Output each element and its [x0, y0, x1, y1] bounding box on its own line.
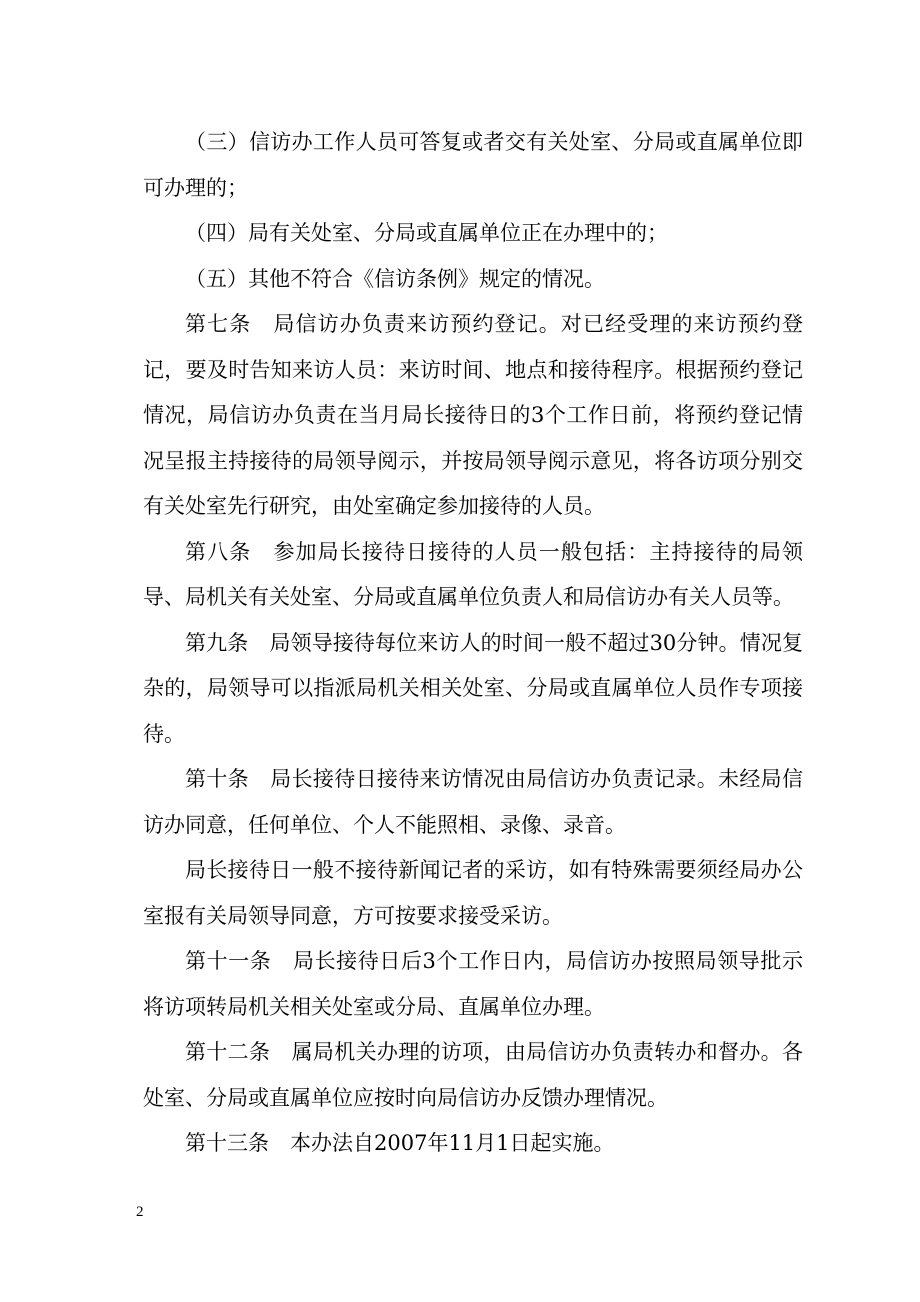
article-13: 第十三条 本办法自2007年11月1日起实施。 [185, 1131, 615, 1155]
article-9: 第九条 局领导接待每位来访人的时间一般不超过30分钟。情况复杂的，局领导可以指派局机关相关处室、分局或直属单位人员作专项接待。 [143, 630, 803, 746]
article-8: 第八条 参加局长接待日接待的人员一般包括：主持接待的局领导、局机关有关处室、分局或直属单位负责人和局信访办有关人员等。 [143, 539, 803, 609]
article-10-supplement: 局长接待日一般不接待新闻记者的采访，如有特殊需要须经局办公室报有关局领导同意，方可按要求接受采访。 [143, 858, 803, 928]
paragraph-item-5: （五）其他不符合《信访条例》规定的情况。 [185, 266, 605, 291]
article-7: 第七条 局信访办负责来访预约登记。对已经受理的来访预约登记，要及时告知来访人员：来访时间、地点和接待程序。根据预约登记情况，局信访办负责在当月局长接待日的3个工作日前，将预约登记情况呈报主持接待的局领导阅示，并按局领导阅示意见，将各访项分别交有关处室先行研究，由处室确定参加接待的人员。 [143, 312, 803, 518]
paragraph-item-4: （四）局有关处室、分局或直属单位正在办理中的； [185, 221, 668, 245]
article-12: 第十二条 属局机关办理的访项，由局信访办负责转办和督办。各处室、分局或直属单位应按时向局信访办反馈办理情况。 [143, 1040, 803, 1110]
page-number: 2 [136, 1204, 144, 1220]
article-11: 第十一条 局长接待日后3个工作日内，局信访办按照局领导批示将访项转局机关相关处室或分局、直属单位办理。 [143, 949, 803, 1019]
paragraph-item-3: （三）信访办工作人员可答复或者交有关处室、分局或直属单位即可办理的； [143, 130, 803, 200]
article-10: 第十条 局长接待日接待来访情况由局信访办负责记录。未经局信访办同意，任何单位、个人不能照相、录像、录音。 [143, 767, 803, 837]
document-body [143, 120, 803, 1167]
